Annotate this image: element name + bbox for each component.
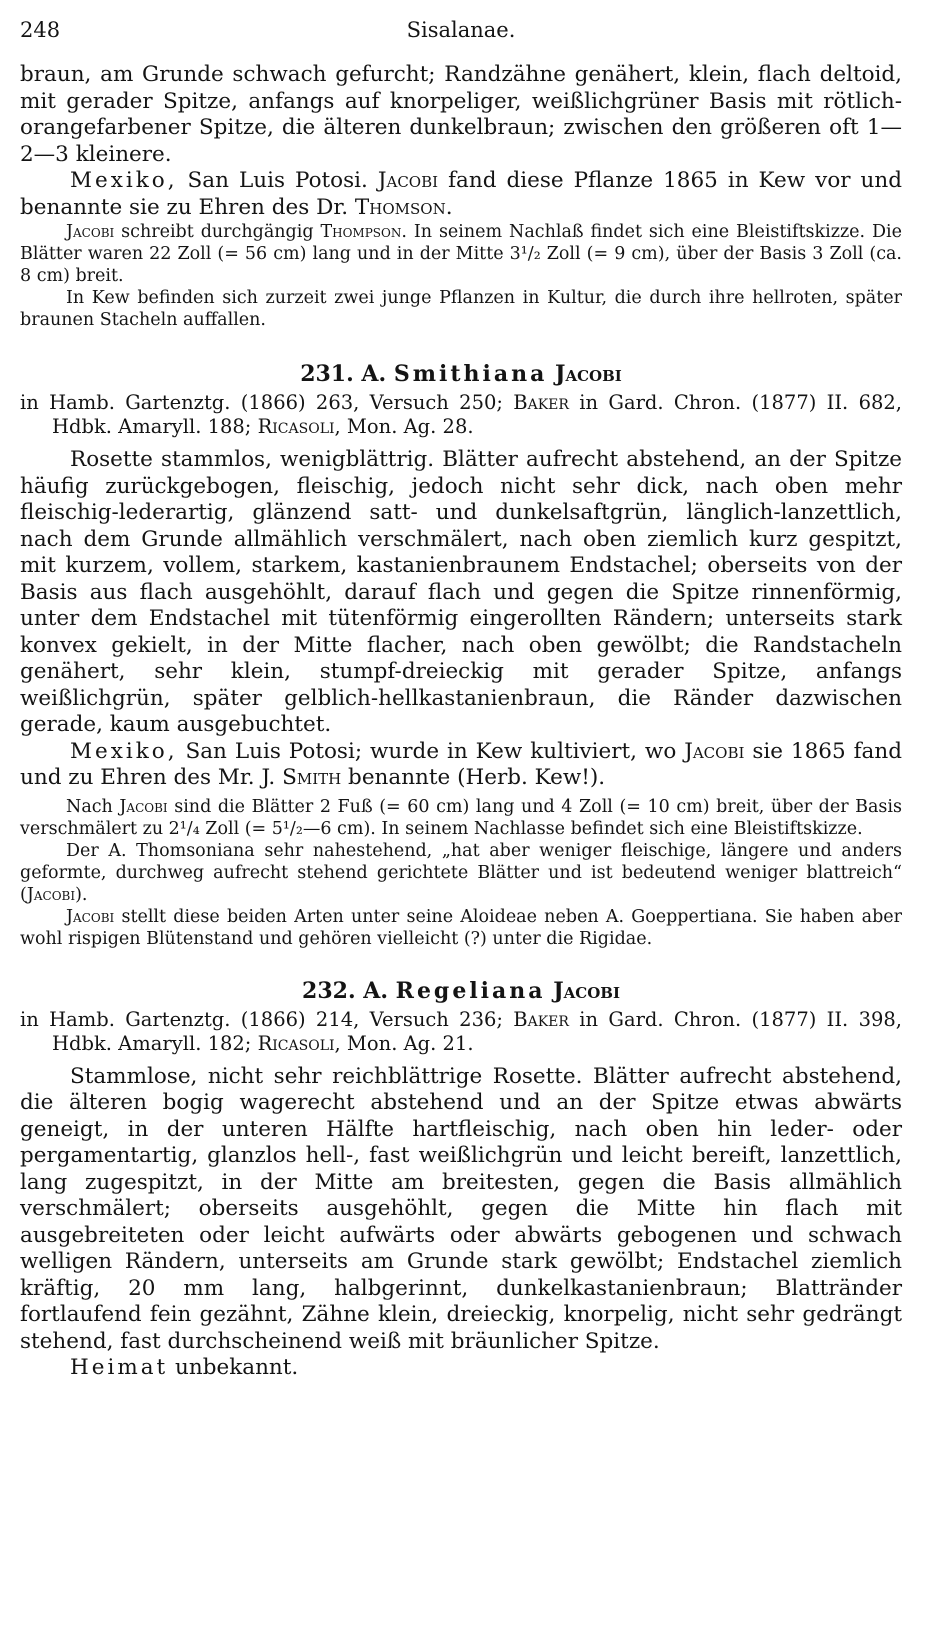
running-title: Sisalanae. (406, 18, 516, 42)
description-231: Rosette stammlos, wenigblättrig. Blätter aufrecht abstehend, an der Spitze häufig zurückgebogen, fleischig, jedoch nicht sehr dick, nach oben mehr fleischig-lederartig, glänzend satt- und dunkelsaftgrün, länglich-lanzettlich, nach dem Grunde allmählich verschmälert, nach oben ziemlich kurz gespitzt, mit kurzem, vollem, starkem, kastanienbraunem Endstachel; oberseits von der Basis aus flach ausgehöhlt, darauf flach und gegen die Spitze rinnenförmig, unter dem Endstachel mit tütenförmig eingerollten Rändern; unterseits stark konvex gekielt, in der Mitte flacher, nach oben gewölbt; die Randstacheln genähert, sehr klein, stumpf-dreieckig mit gerader Spitze, anfangs weißlichgrün, später gelblich-hellkastanienbraun, die Ränder dazwischen gerade, kaum ausgebuchtet. (20, 447, 902, 737)
species-epithet: Smithiana (393, 361, 548, 387)
habitat-paragraph: Mexiko, San Luis Potosi. Jacobi fand diese Pflanze 1865 in Kew vor und benannte sie zu Ehren des Dr. Thomson. (20, 168, 903, 220)
author-name: Jacobi (66, 222, 115, 242)
author-name: Jacobi (684, 738, 745, 764)
species-heading-231: 231. A. Smithiana Jacobi (300, 361, 622, 387)
page-number: 248 (20, 18, 61, 42)
page-header (20, 18, 902, 62)
person-name: Thompson. (320, 222, 407, 242)
author-name: Baker (513, 391, 569, 414)
species-heading-232: 232. A. Regeliana Jacobi (302, 977, 620, 1004)
note-paragraph: Jacobi stellt diese beiden Arten unter seine Aloideae neben A. Goeppertiana. Sie haben aber wohl rispigen Blütenstand und gehören vielleicht (?) unter die Rigidae. (20, 906, 902, 949)
note-paragraph: Der A. Thomsoniana sehr nahestehend, „hat aber weniger fleischige, längere und anders geformte, durchweg aufrecht stehend gerichtete Blätter und ist bedeutend weniger blattreich“ (Jacobi). (20, 840, 902, 905)
author-name: Jacobi (555, 361, 622, 387)
region-name: Mexiko, (70, 168, 178, 193)
author-name: Jacobi (377, 168, 439, 193)
author-name: Jacobi (26, 884, 76, 905)
author-name: Jacobi (553, 977, 620, 1004)
description-232: Stammlose, nicht sehr reichblättrige Rosette. Blätter aufrecht abstehend, die älteren bogig wagerecht abstehend und an der Spitze etwas abwärts geneigt, in der unteren Hälfte hartfleischig, nach oben hin leder- oder pergamentartig, glanzlos hell-, fast weißlichgrün und leicht bereift, lanzettlich, lang zugespitzt, in der Mitte am breitesten, gegen die Basis allmählich verschmälert; oberseits ausgehöhlt, gegen die Mitte hin flach mit ausgebreiteten oder leicht aufwärts oder abwärts gebogenen und schwach welligen Rändern, unterseits am Grunde stark gewölbt; Endstachel ziemlich kräftig, 20 mm lang, halbgerinnt, dunkelkastanienbraun; Blattränder fortlaufend fein gezähnt, Zähne klein, dreieckig, knorpelig, nicht sehr gedrängt stehend, fast durchscheinend weiß mit bräunlicher Spitze. (20, 1063, 902, 1354)
note-paragraph: In Kew befinden sich zurzeit zwei junge Pflanzen in Kultur, die durch ihre hellroten, später braunen Stacheln auffallen. (20, 288, 902, 330)
author-name: Jacobi (119, 796, 168, 817)
author-name: Jacobi (66, 906, 115, 927)
author-name: Ricasoli, (257, 1031, 341, 1055)
author-name: Baker (513, 1007, 569, 1031)
citation-232: in Hamb. Gartenztg. (1866) 214, Versuch 236; Baker in Gard. Chron. (1877) II. 398, Hdbk. Amaryll. 182; Ricasoli, Mon. Ag. 21. (20, 1007, 902, 1055)
continued-description: braun, am Grunde schwach gefurcht; Randzähne genähert, klein, flach deltoid, mit gerader Spitze, anfangs auf knorpeliger, weißlichgrüner Basis mit rötlich-orangefarbener Spitze, die älteren dunkelbraun; zwischen den größeren oft 1—2—3 kleinere. (20, 62, 902, 167)
note-paragraph: Nach Jacobi sind die Blätter 2 Fuß (= 60 cm) lang und 4 Zoll (= 10 cm) breit, über der Basis verschmälert zu 2¹/₄ Zoll (= 5¹/₂—6 cm). In seinem Nachlasse befindet sich eine Bleistiftskizze. (20, 796, 902, 839)
habitat-paragraph: Mexiko, San Luis Potosi; wurde in Kew kultiviert, wo Jacobi sie 1865 fand und zu Ehren des Mr. J. Smith benannte (Herb. Kew!). (20, 738, 902, 790)
person-name: Thomson. (354, 194, 453, 220)
habitat-paragraph: Heimat unbekannt. (70, 1355, 299, 1380)
citation-231: in Hamb. Gartenztg. (1866) 263, Versuch 250; Baker in Gard. Chron. (1877) II. 682, Hdbk. Amaryll. 188; Ricasoli, Mon. Ag. 28. (20, 391, 902, 438)
region-name: Heimat (70, 1355, 169, 1380)
species-epithet: Regeliana (395, 977, 546, 1004)
region-name: Mexiko, (70, 738, 178, 764)
note-paragraph: Jacobi schreibt durchgängig Thompson. In seinem Nachlaß findet sich eine Bleistiftskizze. Die Blätter waren 22 Zoll (= 56 cm) lang und in der Mitte 3¹/₂ Zoll (= 9 cm), über der Basis 3 Zoll (ca. 8 cm) breit. (20, 222, 902, 286)
author-name: Ricasoli, (257, 415, 341, 438)
person-name: Smith (282, 765, 342, 790)
